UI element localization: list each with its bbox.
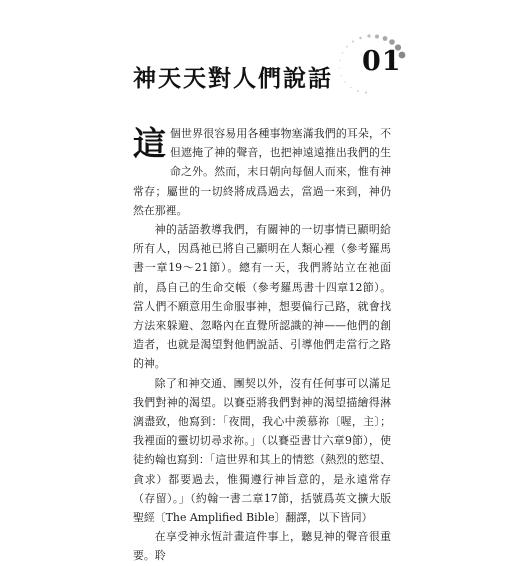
- paragraph-4: 在享受神永恆計畫這件事上，聽見神的聲音很重要。聆: [133, 530, 391, 563]
- paragraph-1-text: 個世界很容易用各種事物塞滿我們的耳朵，不但遮掩了神的聲音，也把神遠遠推出我們的生命之外。然而，末日朝向每個人而來，惟有神常存；屬世的一切終將成爲過去，當過一來到，神仍然在那裡。: [133, 127, 391, 217]
- chapter-title: 神天天對人們說話: [133, 66, 333, 92]
- chapter-body: [133, 124, 391, 566]
- paragraph-2: 神的話語教導我們，有關神的一切事情已顯明給所有人，因爲祂已將自己顯明在人類心裡（參考羅馬書一章19～21節）。總有一天，我們將站立在祂面前，爲自己的生命交帳（參考羅馬書十四章12節）。當人們不願意用生命服事神，想要偏行己路，就會找方法來躲避、忽略內在直覺所認識的神——他們的創造者，也就是渴望對他們說話、引導他們走當行之路的神。: [133, 223, 391, 371]
- paragraph-3: 除了和神交通、團契以外，沒有任何事可以滿足我們對神的渴望。以賽亞將我們對神的渴望描繪得淋漓盡致，他寫到：「夜間，我心中羨慕祢〔喔，主〕；我裡面的靈切切尋求祢。」（以賽亞書廿六章9節），使徒約翰也寫到：「這世界和其上的情慾（熱烈的慾望、貪求）都要過去，惟獨遵行神旨意的，是永遠常存（存留）。」（約翰一書二章17節，括號爲英文擴大版聖經〔The Amplified Bible〕翻譯，以下皆同）: [133, 376, 391, 525]
- paragraph-1: [133, 124, 391, 220]
- drop-cap: 這: [133, 124, 166, 163]
- chapter-number: 01: [362, 46, 402, 77]
